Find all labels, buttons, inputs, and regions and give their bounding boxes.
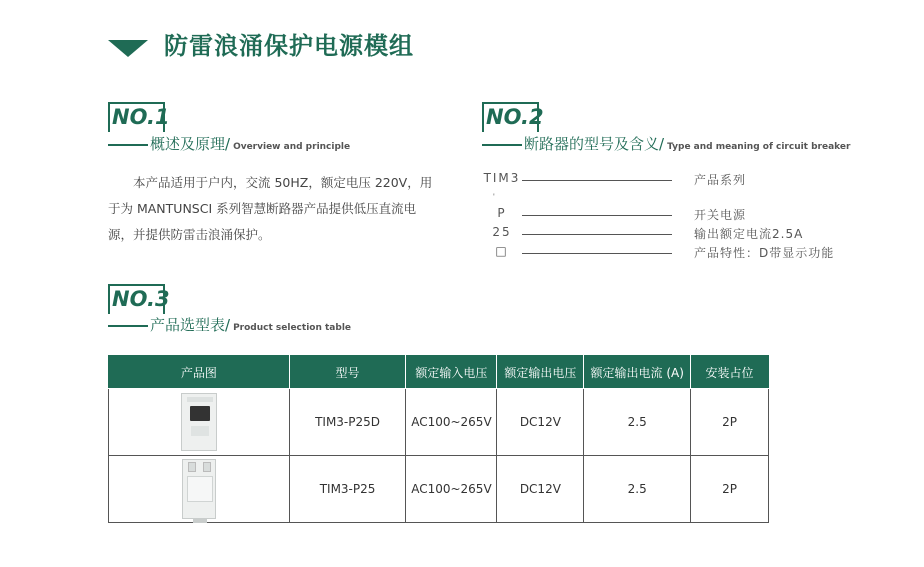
model-code-leader bbox=[522, 215, 672, 216]
model-code: 25 bbox=[492, 225, 512, 239]
section-3-underline bbox=[108, 325, 148, 327]
header-input-voltage: 额定输入电压 bbox=[406, 356, 497, 389]
output-current-cell: 2.5 bbox=[584, 456, 691, 523]
table-header-row bbox=[109, 356, 769, 389]
title-triangle-icon bbox=[108, 40, 148, 57]
install-position-cell: 2P bbox=[691, 456, 769, 523]
header-model: 型号 bbox=[289, 356, 406, 389]
header-install-position: 安装占位 bbox=[691, 356, 769, 389]
page-title: 防雷浪涌保护电源模组 bbox=[164, 32, 414, 60]
model-code-leader bbox=[522, 234, 672, 235]
model-code: P bbox=[497, 206, 507, 220]
model-code-meaning: 产品特性：D带显示功能 bbox=[694, 246, 835, 260]
model-code-row bbox=[482, 244, 862, 262]
install-position-cell: 2P bbox=[691, 389, 769, 456]
product-image-cell bbox=[109, 456, 290, 523]
product-image-cell bbox=[109, 389, 290, 456]
model-code-meaning: 产品系列 bbox=[694, 173, 747, 187]
model-code-row bbox=[482, 225, 862, 243]
output-current-cell: 2.5 bbox=[584, 389, 691, 456]
input-voltage-cell: AC100~265V bbox=[406, 456, 497, 523]
model-code: □ bbox=[495, 244, 509, 258]
section-2-number: NO.2 bbox=[486, 105, 544, 129]
section-1-number: NO.1 bbox=[112, 105, 170, 129]
product-selection-table bbox=[108, 355, 769, 523]
code-tick-mark: ' bbox=[493, 192, 495, 202]
section-2-title-text: 断路器的型号及含义/ bbox=[524, 135, 665, 153]
section-1-underline bbox=[108, 144, 148, 146]
section-2-title bbox=[524, 133, 850, 154]
table-row bbox=[109, 456, 769, 523]
section-1-subtitle: Overview and principle bbox=[233, 142, 351, 152]
model-code-leader bbox=[522, 180, 672, 181]
model-code-leader bbox=[522, 253, 672, 254]
tim3-p25-device-image bbox=[182, 459, 216, 519]
section-3-subtitle: Product selection table bbox=[233, 323, 352, 333]
overview-paragraph bbox=[108, 170, 438, 248]
overview-text: 本产品适用于户内，交流 50HZ，额定电压 220V，用于为 MANTUNSCI 系列智慧断路器产品提供低压直流电源，并提供防雷击浪涌保护。 bbox=[108, 175, 433, 242]
header-product-image: 产品图 bbox=[109, 356, 290, 389]
model-code-row bbox=[482, 171, 862, 189]
tim3-p25d-device-image bbox=[181, 393, 217, 451]
model-code: TIM3 bbox=[483, 171, 521, 185]
output-voltage-cell: DC12V bbox=[497, 456, 584, 523]
section-3-title-text: 产品选型表/ bbox=[150, 316, 231, 334]
model-cell: TIM3-P25 bbox=[289, 456, 406, 523]
model-code-row bbox=[482, 206, 862, 224]
section-3-number: NO.3 bbox=[112, 287, 170, 311]
section-1-title bbox=[150, 133, 350, 154]
table-row bbox=[109, 389, 769, 456]
header-output-current: 额定输出电流 (A) bbox=[584, 356, 691, 389]
input-voltage-cell: AC100~265V bbox=[406, 389, 497, 456]
section-2-underline bbox=[482, 144, 522, 146]
section-1-title-text: 概述及原理/ bbox=[150, 135, 231, 153]
section-3-title bbox=[150, 314, 351, 335]
header-output-voltage: 额定输出电压 bbox=[497, 356, 584, 389]
section-2-subtitle: Type and meaning of circuit breaker bbox=[667, 142, 851, 152]
model-code-meaning: 开关电源 bbox=[694, 208, 747, 222]
model-cell: TIM3-P25D bbox=[289, 389, 406, 456]
model-code-meaning: 输出额定电流2.5A bbox=[694, 227, 804, 241]
output-voltage-cell: DC12V bbox=[497, 389, 584, 456]
